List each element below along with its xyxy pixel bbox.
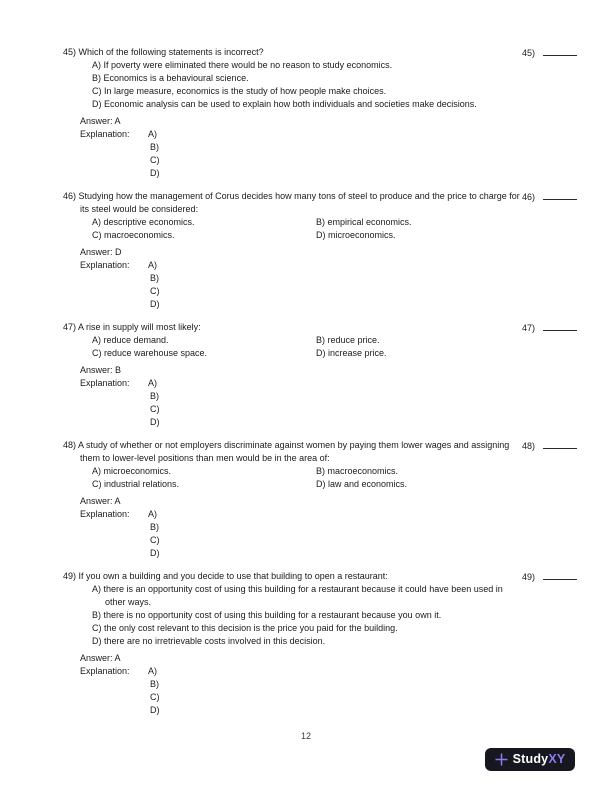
explanation-item: D): [150, 705, 160, 715]
explanation-item: C): [150, 692, 160, 702]
explanation-block: [80, 665, 577, 717]
answer-value: D: [115, 247, 122, 257]
option: B) Economics is a behavioural science.: [92, 73, 249, 83]
question-body: A rise in supply will most likely:: [78, 322, 201, 332]
question-block: [63, 439, 577, 560]
explanation-item: B): [150, 522, 159, 532]
question-number: 49): [63, 571, 77, 581]
explanation-block: [80, 128, 577, 180]
explanation-first-row: [80, 377, 577, 390]
explanation-item: D): [150, 417, 160, 427]
explanation-item: D): [150, 168, 160, 178]
option: A) there is an opportunity cost of using this building for a restaurant because it could have been used in other ways.: [92, 584, 503, 607]
explanation-item: B): [150, 391, 159, 401]
option: D) increase price.: [316, 348, 387, 358]
explanation-label: Explanation:: [80, 666, 130, 676]
option: C) macroeconomics.: [92, 230, 175, 240]
answer-value: A: [114, 496, 121, 506]
question-body: Studying how the management of Corus decides how many tons of steel to produce and the price to charge for its steel would be considered:: [78, 191, 520, 214]
question-number: 46): [63, 191, 77, 201]
answer-value: A: [114, 116, 121, 126]
explanation-item: D): [150, 299, 160, 309]
option: B) reduce price.: [316, 335, 380, 345]
option: A) microeconomics.: [92, 466, 172, 476]
page-number: 12: [300, 731, 311, 741]
brand-study-text: Study: [512, 752, 549, 767]
option: B) macroeconomics.: [316, 466, 399, 476]
option: A) reduce demand.: [92, 335, 169, 345]
option: D) Economic analysis can be used to explain how both individuals and societies make decisions.: [92, 99, 477, 109]
answer-blank-ref: [522, 439, 577, 453]
answer-blank-ref: [522, 190, 577, 204]
ref-question-number: 46): [521, 192, 535, 202]
answer-value: B: [115, 365, 122, 375]
explanation-item: C): [150, 286, 160, 296]
explanation-block: [80, 508, 577, 560]
question-block: [63, 570, 577, 717]
explanation-item: D): [150, 548, 160, 558]
answer-blank-line: [543, 570, 577, 580]
question-text: [63, 439, 525, 465]
explanation-label: Explanation:: [80, 129, 130, 139]
explanation-label: Explanation:: [80, 509, 130, 519]
explanation-item: B): [150, 142, 159, 152]
question-text: [63, 190, 525, 216]
answer-blank-ref: [522, 46, 577, 60]
answer-label: Answer:: [80, 247, 113, 257]
explanation-block: [80, 259, 577, 311]
explanation-block: [80, 377, 577, 429]
explanation-label: Explanation:: [80, 260, 130, 270]
studyxy-logo: [485, 748, 575, 771]
explanation-first-row: [80, 128, 577, 141]
options-list: [92, 334, 512, 360]
answer-blank-line: [543, 46, 577, 56]
answer-line: [80, 495, 577, 508]
option: A) descriptive economics.: [92, 217, 195, 227]
question-number: 48): [63, 440, 77, 450]
answer-line: [80, 364, 577, 377]
option: C) In large measure, economics is the study of how people make choices.: [92, 86, 387, 96]
option: A) If poverty were eliminated there would be no reason to study economics.: [92, 60, 393, 70]
answer-label: Answer:: [80, 365, 113, 375]
answer-label: Answer:: [80, 496, 113, 506]
answer-blank-line: [543, 321, 577, 331]
options-list: [92, 59, 512, 111]
options-list: [92, 583, 512, 648]
answer-blank-ref: [522, 570, 577, 584]
explanation-item: C): [150, 404, 160, 414]
question-block: [63, 46, 577, 180]
answer-blank-line: [543, 439, 577, 449]
answer-line: [80, 246, 577, 259]
answer-blank-line: [543, 190, 577, 200]
explanation-item: A): [148, 378, 157, 388]
question-text: [63, 46, 525, 59]
question-body: Which of the following statements is incorrect?: [78, 47, 264, 57]
options-list: [92, 465, 512, 491]
explanation-item: A): [148, 129, 157, 139]
question-number: 45): [63, 47, 77, 57]
option: B) there is no opportunity cost of using this building for a restaurant because you own it.: [92, 610, 442, 620]
explanation-item: A): [148, 509, 157, 519]
answer-value: A: [114, 653, 121, 663]
question-block: [63, 321, 577, 429]
explanation-first-row: [80, 665, 577, 678]
explanation-item: B): [150, 273, 159, 283]
explanation-first-row: [80, 259, 577, 272]
answer-line: [80, 115, 577, 128]
option: D) there are no irretrievable costs involved in this decision.: [92, 636, 326, 646]
explanation-label: Explanation:: [80, 378, 130, 388]
explanation-item: B): [150, 679, 159, 689]
answer-blank-ref: [522, 321, 577, 335]
question-text: [63, 570, 525, 583]
question-block: [63, 190, 577, 311]
ref-question-number: 49): [521, 572, 535, 582]
option: C) reduce warehouse space.: [92, 348, 208, 358]
options-list: [92, 216, 512, 242]
option: D) microeconomics.: [316, 230, 396, 240]
option: C) the only cost relevant to this decision is the price you paid for the building.: [92, 623, 398, 633]
question-number: 47): [63, 322, 77, 332]
option: B) empirical economics.: [316, 217, 412, 227]
explanation-item: C): [150, 155, 160, 165]
brand-wordmark: [513, 753, 566, 766]
ref-question-number: 47): [521, 323, 535, 333]
explanation-first-row: [80, 508, 577, 521]
plus-icon: [495, 753, 508, 766]
answer-label: Answer:: [80, 653, 113, 663]
brand-xy-text: XY: [548, 752, 566, 767]
option: C) industrial relations.: [92, 479, 180, 489]
explanation-item: A): [148, 260, 157, 270]
question-body: If you own a building and you decide to use that building to open a restaurant:: [78, 571, 388, 581]
questions-list: [63, 46, 577, 727]
option: D) law and economics.: [316, 479, 408, 489]
explanation-item: A): [148, 666, 157, 676]
ref-question-number: 45): [521, 48, 535, 58]
explanation-item: C): [150, 535, 160, 545]
answer-label: Answer:: [80, 116, 113, 126]
ref-question-number: 48): [521, 441, 535, 451]
question-body: A study of whether or not employers discriminate against women by paying them lower wages and assigning them to lower-level positions than men would be in the area of:: [78, 440, 510, 463]
question-text: [63, 321, 525, 334]
answer-line: [80, 652, 577, 665]
